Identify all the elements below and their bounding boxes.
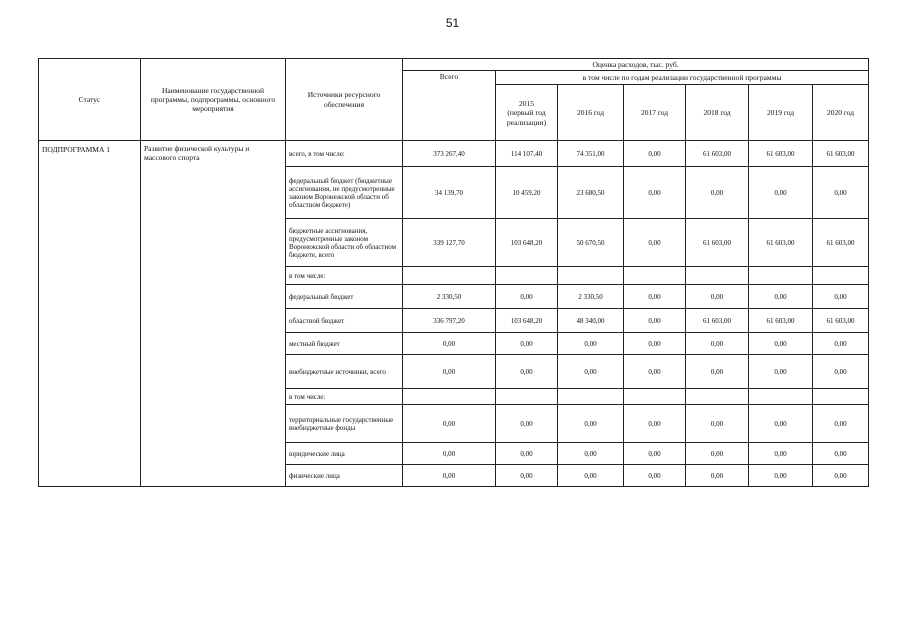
year-value-cell: 0,00	[749, 333, 813, 355]
header-year: 2017 год	[624, 85, 686, 141]
year-value-cell: 0,00	[749, 465, 813, 487]
year-value-cell	[813, 267, 869, 285]
year-value-cell: 2 330,50	[558, 285, 624, 309]
year-value-cell: 0,00	[496, 405, 558, 443]
year-value-cell: 61 603,00	[749, 141, 813, 167]
year-value-cell	[624, 389, 686, 405]
total-value-cell: 34 139,70	[403, 167, 496, 219]
table-row	[39, 141, 869, 167]
year-value-cell	[686, 267, 749, 285]
year-value-cell	[558, 267, 624, 285]
year-value-cell: 50 670,50	[558, 219, 624, 267]
total-value-cell: 0,00	[403, 443, 496, 465]
year-value-cell: 0,00	[813, 167, 869, 219]
year-value-cell: 0,00	[624, 219, 686, 267]
year-value-cell	[749, 267, 813, 285]
table-body	[39, 141, 869, 487]
year-value-cell: 0,00	[624, 167, 686, 219]
year-value-cell: 61 603,00	[813, 309, 869, 333]
year-value-cell: 0,00	[624, 405, 686, 443]
year-value-cell: 0,00	[558, 443, 624, 465]
table-header	[39, 59, 869, 141]
header-year: 2018 год	[686, 85, 749, 141]
year-value-cell: 0,00	[558, 355, 624, 389]
year-value-cell: 61 603,00	[813, 141, 869, 167]
year-value-cell	[558, 389, 624, 405]
year-value-cell: 0,00	[496, 333, 558, 355]
year-value-cell: 61 603,00	[813, 219, 869, 267]
year-value-cell: 0,00	[749, 443, 813, 465]
source-cell: физические лица	[286, 465, 403, 487]
header-year: 2016 год	[558, 85, 624, 141]
year-value-cell: 0,00	[496, 285, 558, 309]
year-value-cell: 0,00	[624, 443, 686, 465]
year-value-cell: 0,00	[749, 355, 813, 389]
header-year: 2020 год	[813, 85, 869, 141]
year-value-cell: 0,00	[749, 285, 813, 309]
year-value-cell: 114 107,40	[496, 141, 558, 167]
year-value-cell	[749, 389, 813, 405]
header-year: 2015 (первый год реализации)	[496, 85, 558, 141]
page-number: 51	[445, 16, 460, 30]
source-cell: областной бюджет	[286, 309, 403, 333]
year-value-cell	[496, 267, 558, 285]
year-value-cell: 0,00	[813, 285, 869, 309]
header-estimate: Оценка расходов, тыс. руб.	[403, 59, 869, 71]
year-value-cell: 0,00	[813, 465, 869, 487]
source-cell: в том числе:	[286, 389, 403, 405]
source-cell: юридические лица	[286, 443, 403, 465]
year-value-cell: 0,00	[624, 465, 686, 487]
total-value-cell: 0,00	[403, 355, 496, 389]
source-cell: бюджетные ассигнования, предусмотренные законом Воронежской области об областном бюджете, всего	[286, 219, 403, 267]
year-value-cell: 0,00	[558, 465, 624, 487]
year-value-cell: 0,00	[813, 333, 869, 355]
source-cell: в том числе:	[286, 267, 403, 285]
year-value-cell: 0,00	[624, 355, 686, 389]
year-value-cell: 0,00	[624, 309, 686, 333]
header-name: Наименование государственной программы, подпрограммы, основного мероприятия	[141, 59, 286, 141]
program-name-cell: Развитие физической культуры и массового спорта	[141, 141, 286, 487]
source-cell: внебюджетные источники, всего	[286, 355, 403, 389]
year-value-cell: 61 603,00	[686, 219, 749, 267]
year-value-cell: 0,00	[496, 465, 558, 487]
total-value-cell: 0,00	[403, 405, 496, 443]
year-value-cell: 0,00	[496, 443, 558, 465]
year-value-cell: 0,00	[558, 405, 624, 443]
year-value-cell	[496, 389, 558, 405]
budget-table	[38, 58, 869, 487]
year-value-cell: 0,00	[686, 355, 749, 389]
year-value-cell: 0,00	[813, 405, 869, 443]
year-value-cell: 10 459,20	[496, 167, 558, 219]
total-value-cell: 373 267,40	[403, 141, 496, 167]
source-cell: федеральный бюджет (бюджетные ассигнования, не предусмотренные законом Воронежской области об областном бюджете)	[286, 167, 403, 219]
total-value-cell: 336 797,20	[403, 309, 496, 333]
year-value-cell: 48 340,00	[558, 309, 624, 333]
year-value-cell: 61 603,00	[749, 309, 813, 333]
year-value-cell: 0,00	[558, 333, 624, 355]
year-value-cell: 0,00	[624, 141, 686, 167]
header-sources: Источники ресурсного обеспечения	[286, 59, 403, 141]
year-value-cell: 103 648,20	[496, 309, 558, 333]
source-cell: местный бюджет	[286, 333, 403, 355]
source-cell: федеральный бюджет	[286, 285, 403, 309]
total-value-cell: 339 127,70	[403, 219, 496, 267]
year-value-cell: 61 603,00	[686, 141, 749, 167]
year-value-cell: 0,00	[686, 405, 749, 443]
total-value-cell: 0,00	[403, 333, 496, 355]
total-value-cell	[403, 389, 496, 405]
year-value-cell: 23 680,50	[558, 167, 624, 219]
year-value-cell: 0,00	[624, 333, 686, 355]
source-cell: территориальные государственные внебюджетные фонды	[286, 405, 403, 443]
header-by-years: в том числе по годам реализации государственной программы	[496, 71, 869, 85]
year-value-cell	[813, 389, 869, 405]
year-value-cell: 0,00	[686, 443, 749, 465]
year-value-cell	[686, 389, 749, 405]
year-value-cell	[624, 267, 686, 285]
year-value-cell: 0,00	[813, 355, 869, 389]
year-value-cell: 0,00	[749, 405, 813, 443]
source-cell: всего, в том числе:	[286, 141, 403, 167]
year-value-cell: 0,00	[624, 285, 686, 309]
header-year: 2019 год	[749, 85, 813, 141]
year-value-cell: 0,00	[813, 443, 869, 465]
year-value-cell: 0,00	[496, 355, 558, 389]
status-cell: ПОДПРОГРАММА 1	[39, 141, 141, 487]
header-status: Статус	[39, 59, 141, 141]
year-value-cell: 0,00	[686, 285, 749, 309]
year-value-cell: 0,00	[686, 167, 749, 219]
year-value-cell: 0,00	[686, 465, 749, 487]
year-value-cell: 61 603,00	[686, 309, 749, 333]
year-value-cell: 61 603,00	[749, 219, 813, 267]
total-value-cell: 2 330,50	[403, 285, 496, 309]
year-value-cell: 0,00	[749, 167, 813, 219]
year-value-cell: 103 648,20	[496, 219, 558, 267]
header-total: Всего	[403, 71, 496, 141]
year-value-cell: 0,00	[686, 333, 749, 355]
total-value-cell: 0,00	[403, 465, 496, 487]
total-value-cell	[403, 267, 496, 285]
year-value-cell: 74 351,00	[558, 141, 624, 167]
